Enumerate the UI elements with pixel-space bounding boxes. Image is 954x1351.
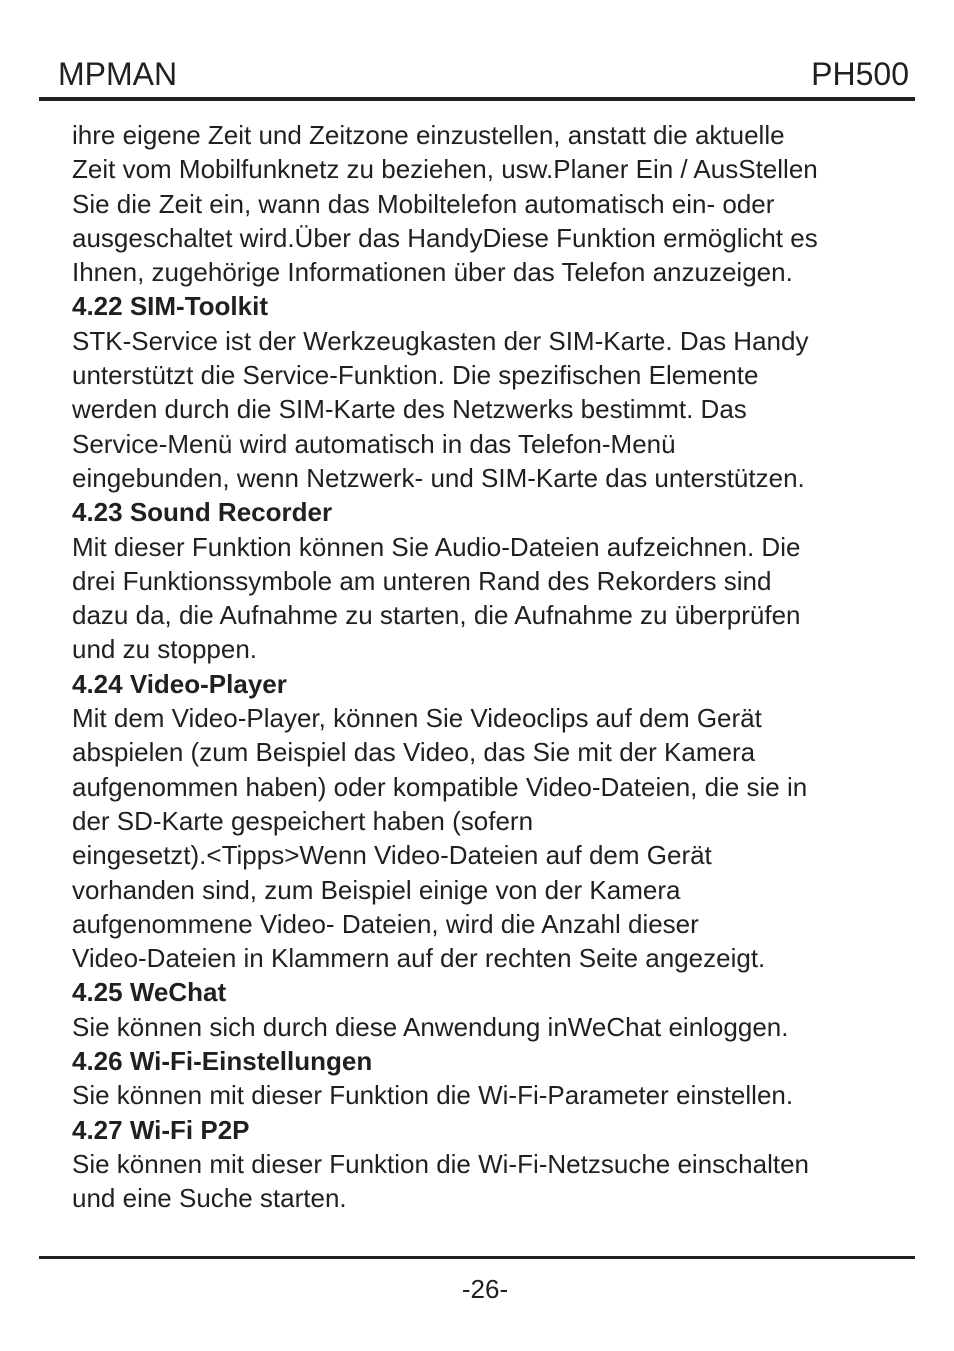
text-line: Mit dieser Funktion können Sie Audio-Dateien aufzeichnen. Die bbox=[72, 531, 801, 562]
section-heading: 4.23 Sound Recorder bbox=[72, 497, 333, 528]
text-line: der SD-Karte gespeichert haben (sofern bbox=[72, 805, 534, 836]
text-line: dazu da, die Aufnahme zu starten, die Aufnahme zu überprüfen bbox=[72, 600, 801, 631]
text-line: drei Funktionssymbole am unteren Rand des Rekorders sind bbox=[72, 565, 772, 596]
page-number: -26- bbox=[461, 1274, 509, 1304]
section-wifi-settings bbox=[72, 1044, 892, 1113]
page-content bbox=[72, 118, 892, 1216]
header-divider bbox=[39, 97, 915, 101]
text-line: Mit dem Video-Player, können Sie Videoclips auf dem Gerät bbox=[72, 703, 762, 734]
section-wifi-p2p bbox=[72, 1113, 892, 1216]
text-line: Video-Dateien in Klammern auf der rechten Seite angezeigt. bbox=[72, 943, 766, 974]
text-line: und eine Suche starten. bbox=[72, 1183, 347, 1214]
text-line: vorhanden sind, zum Beispiel einige von der Kamera bbox=[72, 874, 681, 905]
text-line: Sie können mit dieser Funktion die Wi-Fi-Netzsuche einschalten bbox=[72, 1148, 810, 1179]
text-line: STK-Service ist der Werkzeugkasten der SIM-Karte. Das Handy bbox=[72, 325, 809, 356]
text-line: Sie können sich durch diese Anwendung inWeChat einloggen. bbox=[72, 1011, 789, 1042]
section-heading: 4.22 SIM-Toolkit bbox=[72, 291, 268, 322]
text-line: ausgeschaltet wird.Über das HandyDiese Funktion ermöglicht es bbox=[72, 222, 818, 253]
text-line: unterstützt die Service-Funktion. Die spezifischen Elemente bbox=[72, 360, 759, 391]
text-line: eingesetzt).<Tipps>Wenn Video-Dateien auf dem Gerät bbox=[72, 840, 712, 871]
text-line: und zu stoppen. bbox=[72, 634, 258, 665]
text-line: ihre eigene Zeit und Zeitzone einzustellen, anstatt die aktuelle bbox=[72, 120, 785, 150]
intro-paragraph bbox=[72, 118, 892, 289]
text-line: Sie die Zeit ein, wann das Mobiltelefon automatisch ein- oder bbox=[72, 188, 775, 219]
text-line: aufgenommen haben) oder kompatible Video-Dateien, die sie in bbox=[72, 771, 808, 802]
section-heading: 4.26 Wi-Fi-Einstellungen bbox=[72, 1046, 373, 1077]
section-video-player bbox=[72, 667, 892, 976]
footer-divider bbox=[39, 1256, 915, 1259]
section-heading: 4.24 Video-Player bbox=[72, 668, 287, 699]
text-line: eingebunden, wenn Netzwerk- und SIM-Karte das unterstützen. bbox=[72, 462, 805, 493]
section-sim-toolkit bbox=[72, 289, 892, 495]
section-heading: 4.25 WeChat bbox=[72, 977, 227, 1008]
page-header bbox=[39, 50, 915, 100]
text-line: Service-Menü wird automatisch in das Telefon-Menü bbox=[72, 428, 676, 459]
text-line: Zeit vom Mobilfunknetz zu beziehen, usw.Planer Ein / AusStellen bbox=[72, 154, 818, 185]
section-heading: 4.27 Wi-Fi P2P bbox=[72, 1114, 250, 1145]
text-line: Ihnen, zugehörige Informationen über das Telefon anzuzeigen. bbox=[72, 257, 793, 288]
section-sound-recorder bbox=[72, 495, 892, 666]
section-wechat bbox=[72, 975, 892, 1044]
text-line: werden durch die SIM-Karte des Netzwerks bestimmt. Das bbox=[72, 394, 747, 425]
text-line: aufgenommene Video- Dateien, wird die Anzahl dieser bbox=[72, 908, 699, 939]
brand-name: MPMAN bbox=[58, 56, 178, 92]
text-line: abspielen (zum Beispiel das Video, das Sie mit der Kamera bbox=[72, 737, 756, 768]
text-line: Sie können mit dieser Funktion die Wi-Fi-Parameter einstellen. bbox=[72, 1080, 794, 1111]
model-name: PH500 bbox=[811, 56, 909, 92]
